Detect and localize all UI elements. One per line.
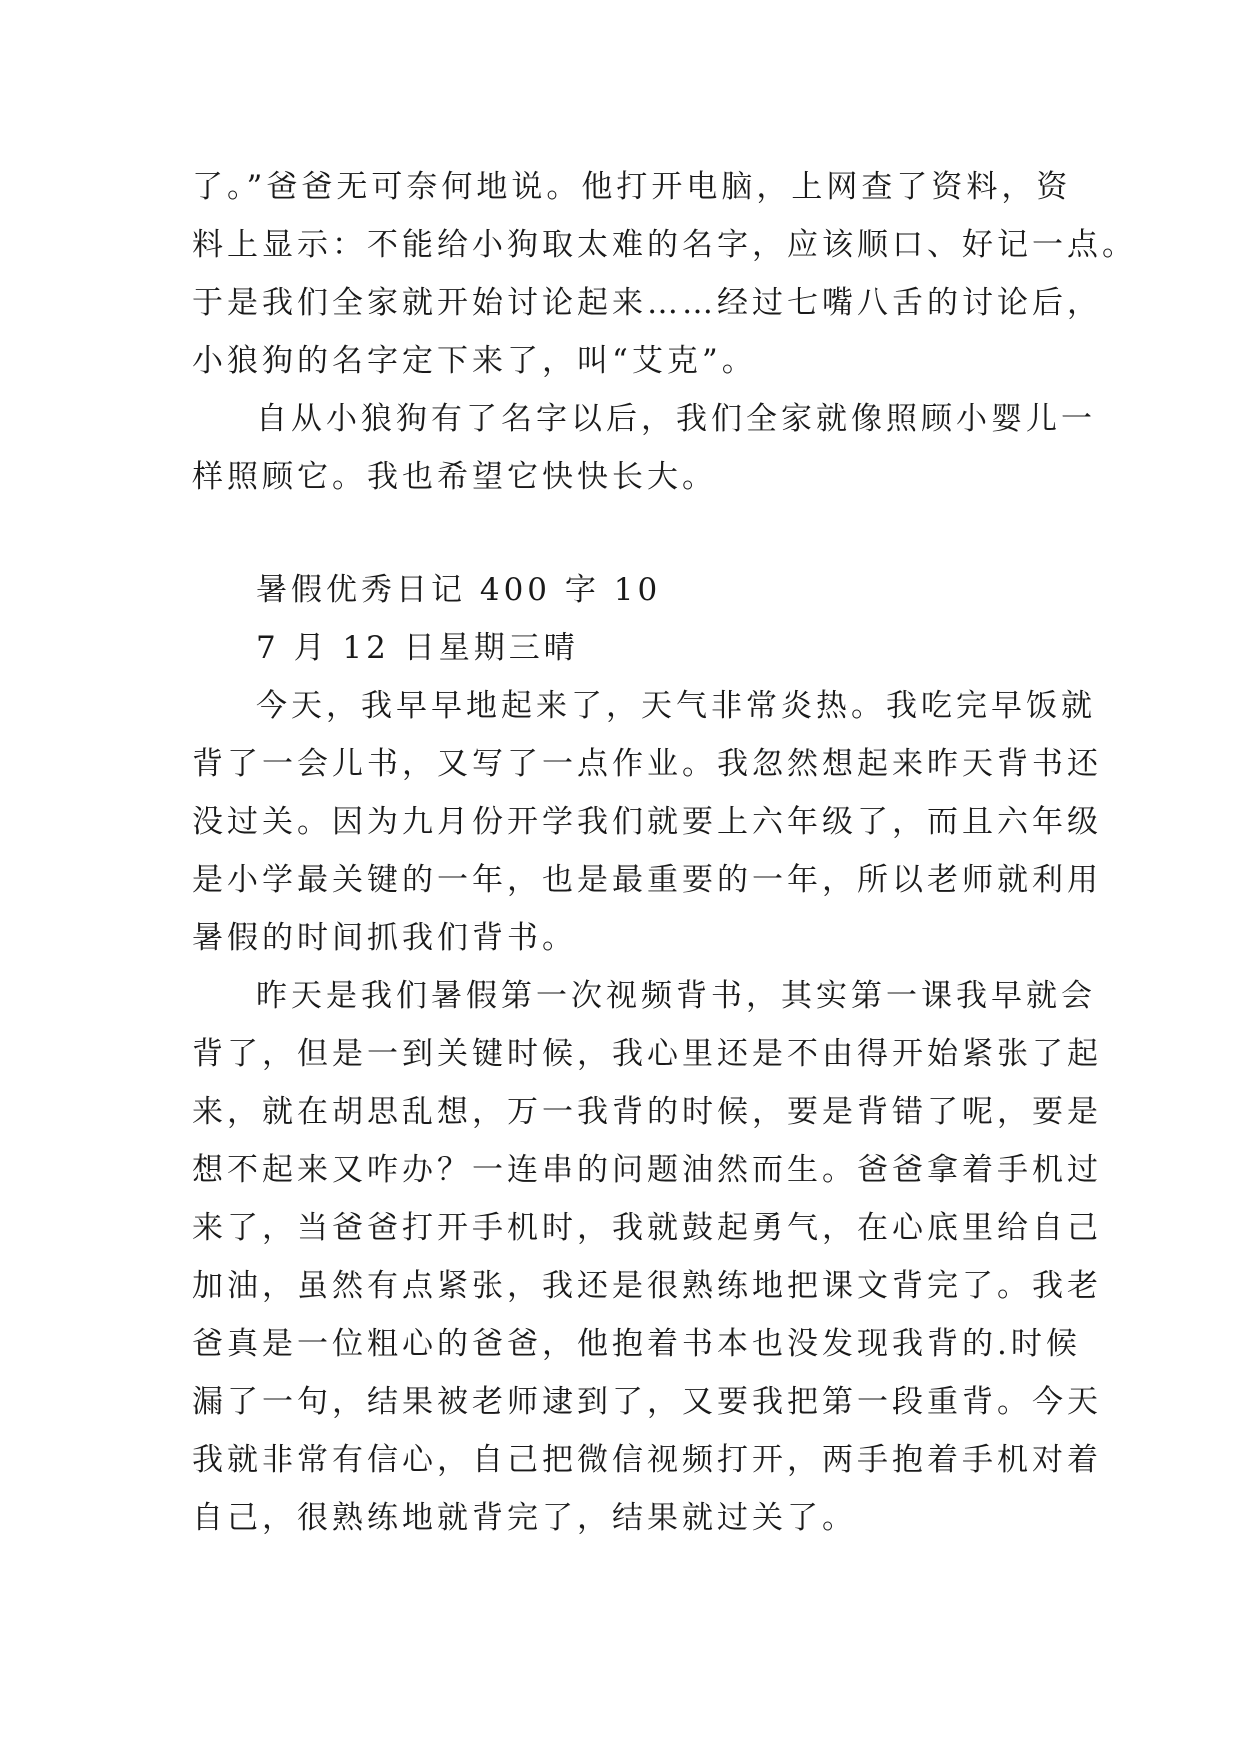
paragraph-line: 了。”爸爸无可奈何地说。他打开电脑，上网查了资料，资 (192, 169, 1072, 205)
paragraph-line: 昨天是我们暑假第一次视频背书，其实第一课我早就会 (256, 978, 1096, 1014)
paragraph-line: 自己，很熟练地就背完了，结果就过关了。 (192, 1500, 857, 1536)
paragraph-line: 料上显示：不能给小狗取太难的名字，应该顺口、好记一点。 (192, 227, 1137, 263)
paragraph-line: 来，就在胡思乱想，万一我背的时候，要是背错了呢，要是 (192, 1094, 1102, 1130)
paragraph-line: 加油，虽然有点紧张，我还是很熟练地把课文背完了。我老 (192, 1268, 1102, 1304)
paragraph-line: 样照顾它。我也希望它快快长大。 (192, 459, 717, 495)
paragraph-line: 于是我们全家就开始讨论起来……经过七嘴八舌的讨论后， (192, 285, 1102, 321)
paragraph-line: 暑假的时间抓我们背书。 (192, 920, 577, 956)
article-title: 暑假优秀日记 400 字 10 (256, 572, 662, 608)
paragraph-line: 来了，当爸爸打开手机时，我就鼓起勇气，在心底里给自己 (192, 1210, 1102, 1246)
paragraph-line: 没过关。因为九月份开学我们就要上六年级了，而且六年级 (192, 804, 1102, 840)
paragraph-line: 今天，我早早地起来了，天气非常炎热。我吃完早饭就 (256, 688, 1096, 724)
paragraph-line: 背了一会儿书，又写了一点作业。我忽然想起来昨天背书还 (192, 746, 1102, 782)
paragraph-line: 是小学最关键的一年，也是最重要的一年，所以老师就利用 (192, 862, 1102, 898)
paragraph-line: 小狼狗的名字定下来了，叫“艾克”。 (192, 343, 757, 379)
paragraph-line: 我就非常有信心，自己把微信视频打开，两手抱着手机对着 (192, 1442, 1102, 1478)
paragraph-line: 背了，但是一到关键时候，我心里还是不由得开始紧张了起 (192, 1036, 1102, 1072)
continued-story (192, 158, 1137, 506)
article-date: 7 月 12 日星期三晴 (256, 630, 579, 666)
paragraph-line: 自从小狼狗有了名字以后，我们全家就像照顾小婴儿一 (256, 401, 1096, 437)
paragraph-line: 漏了一句，结果被老师逮到了，又要我把第一段重背。今天 (192, 1384, 1102, 1420)
paragraph-line: 想不起来又咋办？一连串的问题油然而生。爸爸拿着手机过 (192, 1152, 1102, 1188)
diary-article (192, 561, 1102, 1547)
paragraph-line: 爸真是一位粗心的爸爸，他抱着书本也没发现我背的.时候 (192, 1326, 1081, 1362)
